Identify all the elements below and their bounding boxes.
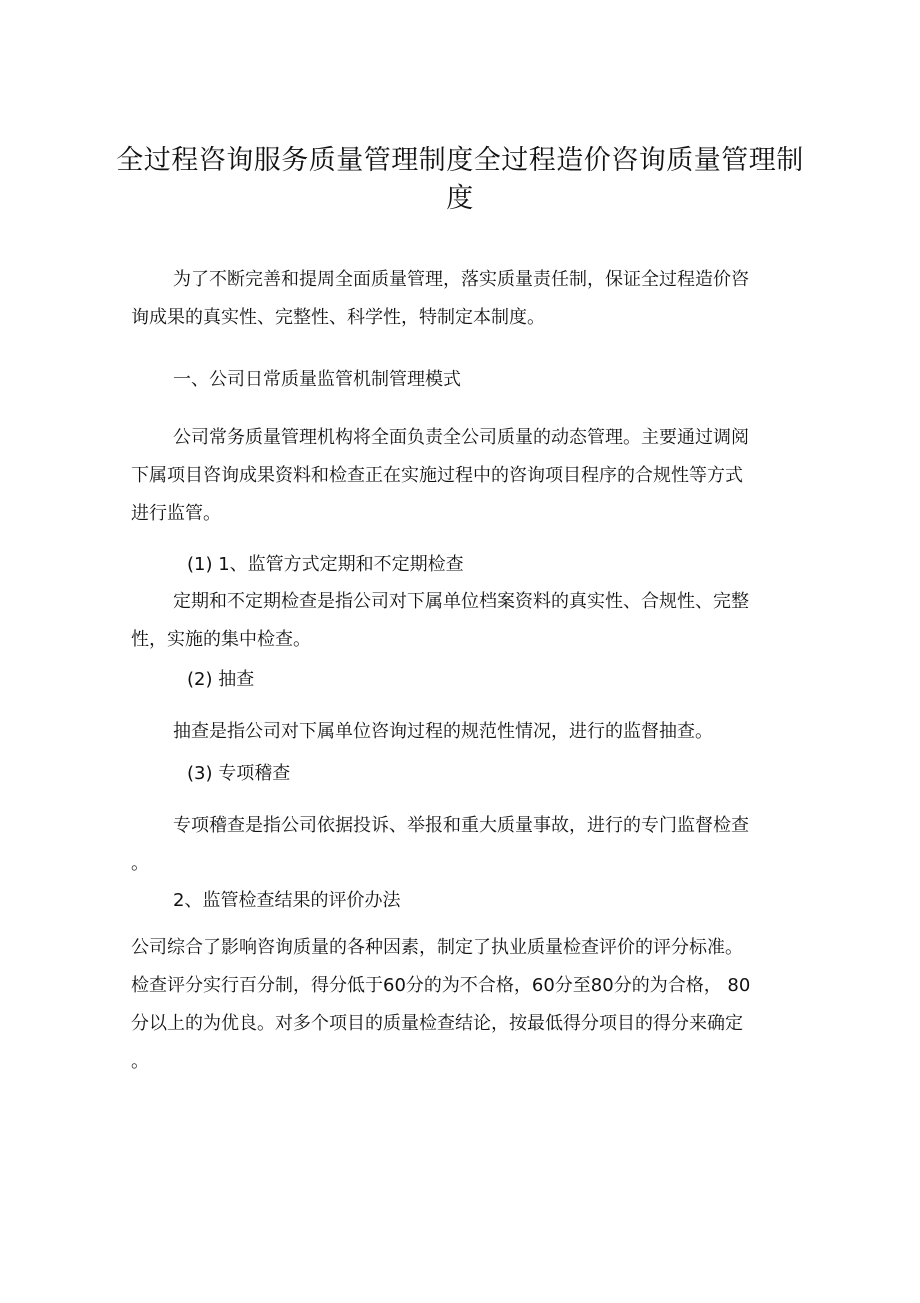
paragraph-line: 。 xyxy=(131,853,149,874)
paragraph-line: 抽查是指公司对下属单位咨询过程的规范性情况，进行的监督抽查。 xyxy=(173,721,713,742)
subsection-heading: (3) 专项稽查 xyxy=(187,763,291,784)
item2-heading xyxy=(131,661,791,699)
section1-paragraph xyxy=(131,419,791,533)
section2-heading-text: 2、监管检查结果的评价办法 xyxy=(173,890,401,911)
paragraph-line: 专项稽查是指公司依据投诉、举报和重大质量事故，进行的专门监督检查 xyxy=(173,815,749,836)
section2-paragraph xyxy=(131,929,791,1081)
paragraph-line: 检查评分实行百分制，得分低于60分的为不合格，60分至80分的为合格， 80 xyxy=(131,975,751,996)
paragraph-line: 进行监管。 xyxy=(131,503,221,524)
title-line: 度 xyxy=(446,183,474,214)
paragraph-line: 公司综合了影响咨询质量的各种因素，制定了执业质量检查评价的评分标准。 xyxy=(131,937,743,958)
intro-paragraph xyxy=(131,261,791,337)
paragraph-line: 。 xyxy=(131,1051,149,1072)
section-heading xyxy=(131,361,791,399)
paragraph-line: 定期和不定期检查是指公司对下属单位档案资料的真实性、合规性、完整 xyxy=(173,591,749,612)
paragraph-line: 分以上的为优良。对多个项目的质量检查结论，按最低得分项目的得分来确定 xyxy=(131,1013,743,1034)
item2-paragraph xyxy=(131,713,791,751)
item1-paragraph xyxy=(131,583,791,659)
paragraph-line: 性，实施的集中检查。 xyxy=(131,629,311,650)
subsection-heading: (2) 抽查 xyxy=(187,669,255,690)
paragraph-line: 为了不断完善和提周全面质量管理，落实质量责任制，保证全过程造价咨 xyxy=(173,269,749,290)
section1-heading: 一、公司日常质量监管机制管理模式 xyxy=(173,369,461,390)
document-title xyxy=(110,142,810,218)
item3-heading xyxy=(131,755,791,793)
paragraph-line: 下属项目咨询成果资料和检查正在实施过程中的咨询项目程序的合规性等方式 xyxy=(131,465,743,486)
section2-heading xyxy=(131,882,791,920)
item1-heading xyxy=(131,546,791,584)
subsection-heading: (1) 1、监管方式定期和不定期检查 xyxy=(187,554,464,575)
item3-paragraph xyxy=(131,807,791,883)
title-line: 全过程咨询服务质量管理制度全过程造价咨询质量管理制 xyxy=(116,145,804,176)
paragraph-line: 公司常务质量管理机构将全面负责全公司质量的动态管理。主要通过调阅 xyxy=(173,427,749,448)
paragraph-line: 询成果的真实性、完整性、科学性，特制定本制度。 xyxy=(131,307,545,328)
